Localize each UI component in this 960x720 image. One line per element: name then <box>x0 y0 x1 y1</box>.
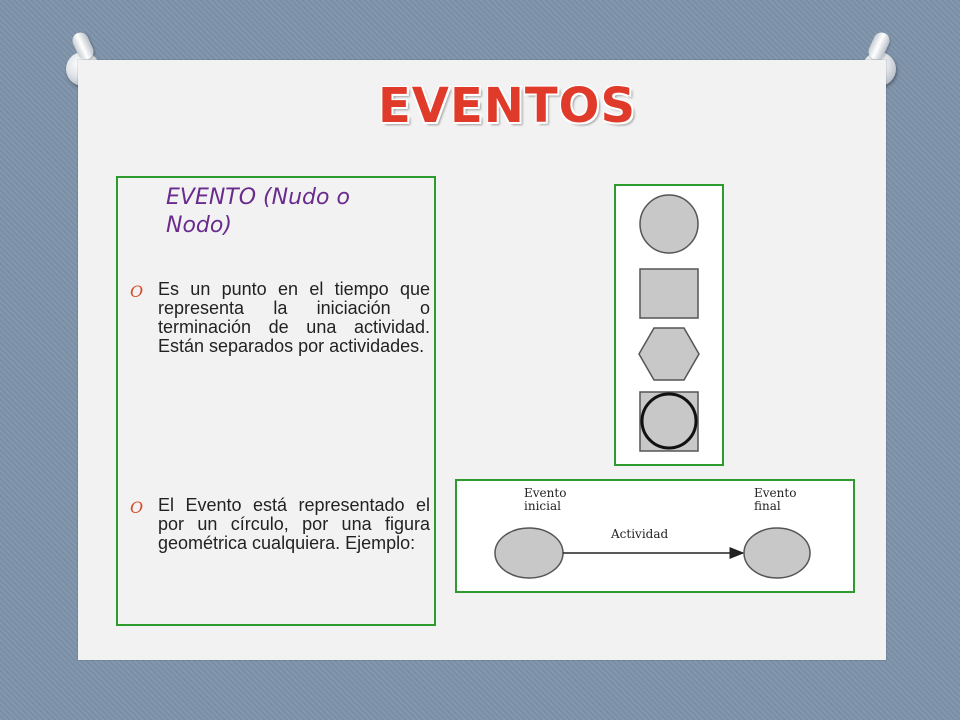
shapes-panel <box>614 184 724 466</box>
activity-label: Actividad <box>611 527 669 541</box>
event-diagram <box>455 479 855 593</box>
bullet-marker-icon: O <box>130 498 144 517</box>
text-box <box>116 176 436 626</box>
bullet-marker-icon: O <box>130 282 144 301</box>
square-shape <box>640 269 698 318</box>
start-event-node <box>495 528 563 578</box>
slide-title: EVENTOS <box>378 78 637 134</box>
hexagon-shape <box>639 328 699 380</box>
bullet-text: Es un punto en el tiempo que representa la iniciación o terminación de una actividad. Están separados por actividades. <box>158 279 430 356</box>
subtitle: EVENTO (Nudo o Nodo) <box>166 185 350 238</box>
bullet-item <box>130 280 430 356</box>
start-event-label: Evento inicial <box>524 486 567 513</box>
circle-shape <box>640 195 698 253</box>
end-event-node <box>744 528 810 578</box>
bullet-text: El Evento está representado el por un círculo, por una figura geométrica cualquiera. Ejemplo: <box>158 495 430 553</box>
circle-in-square-shape <box>642 394 696 448</box>
bullet-item <box>130 496 430 553</box>
end-event-label: Evento final <box>754 486 797 513</box>
